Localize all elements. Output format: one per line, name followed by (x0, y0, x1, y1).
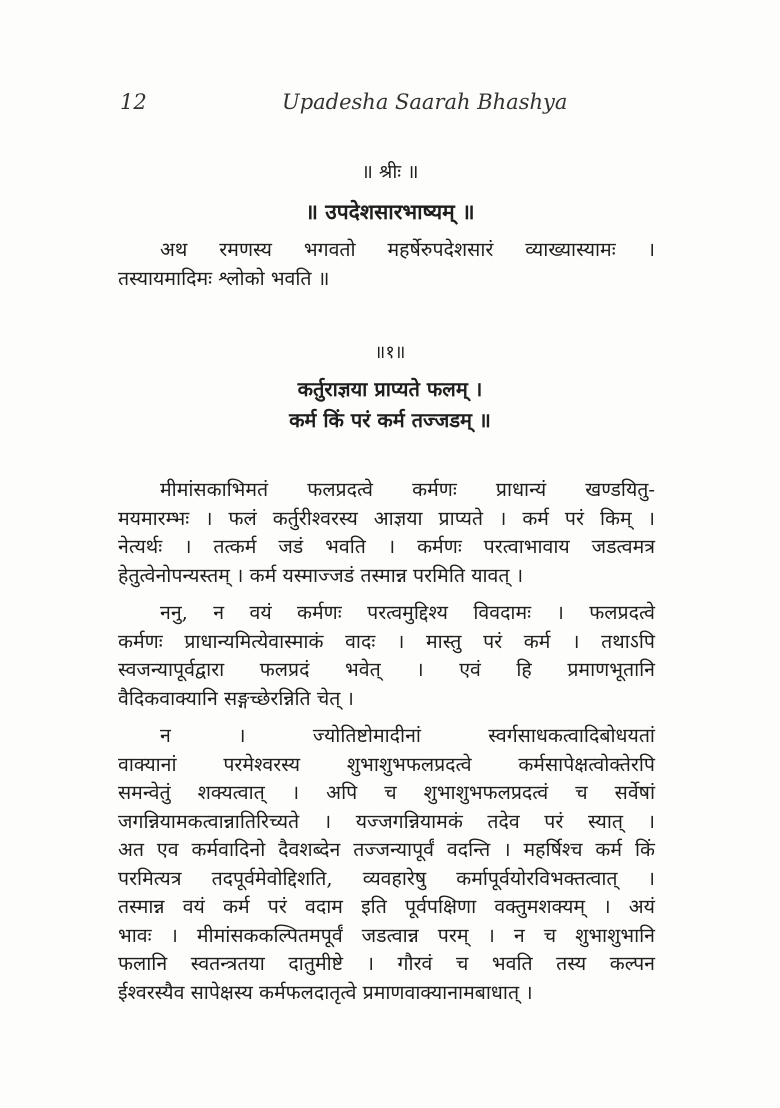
text-line: अथ रमणस्य भगवतो महर्षेरुपदेशसारं व्याख्यास्यामः । (160, 238, 655, 261)
text-line: न । ज्योतिष्टोमादीनां स्वर्गसाधकत्वादिबोधयतां (160, 724, 655, 747)
verse (0, 374, 780, 436)
paragraph-3 (118, 722, 655, 1007)
verse-line: कर्तुराज्ञया प्राप्यते फलम् । (297, 377, 483, 401)
paragraph-2 (118, 599, 655, 713)
verse-number: ॥१॥ (374, 342, 406, 363)
text-line: जगन्नियामकत्वान्नातिरिच्यते । यज्जगन्नियामकं तदेव परं स्यात् । (118, 809, 655, 833)
text-line: स्वजन्यापूर्वद्वारा फलप्रदं भवेत् । एवं हि प्रमाणभूतानि (118, 658, 655, 681)
text-line: वाक्यानां परमेश्वरस्य शुभाशुभफलप्रदत्वे कर्मसापेक्षत्वोक्तेरपि (118, 752, 655, 776)
text-line: भावः । मीमांसककल्पितमपूर्वं जडत्वान्न परम् । न च शुभाशुभानि (118, 923, 655, 947)
text-line: मीमांसकाभिमतं फलप्रदत्वे कर्मणः प्राधान्यं खण्डयितु- (160, 478, 655, 501)
intro-paragraph (118, 236, 655, 293)
text-line: तस्यायमादिमः श्लोको भवति ॥ (118, 266, 330, 290)
text-line: नेत्यर्थः । तत्कर्म जडं भवति । कर्मणः परत्वाभावाय जडत्वमत्र (118, 535, 655, 558)
page-number: 12 (120, 90, 147, 114)
page-title: ॥ उपदेशसारभाष्यम् ॥ (305, 199, 475, 224)
text-line: हेतुत्वेनोपन्यस्तम् । कर्म यस्माज्जडं तस्मान्न परमिति यावत् । (118, 563, 524, 587)
text-line: ईश्वरस्यैव सापेक्षस्य कर्मफलदातृत्वे प्रमाणवाक्यानामबाधात् । (118, 980, 533, 1004)
text-line: अत एव कर्मवादिनो दैवशब्देन तज्जन्यापूर्वं वदन्ति । महर्षिश्च कर्म किं (118, 838, 655, 861)
text-line: वैदिकवाक्यानि सङ्गच्छेरन्निति चेत् । (118, 686, 354, 710)
verse-line: कर्म किं परं कर्म तज्जडम् ॥ (289, 408, 491, 432)
text-line: ननु, न वयं कर्मणः परत्वमुद्दिश्य विवदामः । फलप्रदत्वे (160, 601, 655, 624)
text-line: समन्वेतुं शक्यत्वात् । अपि च शुभाशुभफलप्रदत्वं च सर्वेषां (118, 781, 655, 804)
invocation: ॥ श्रीः ॥ (361, 161, 419, 183)
text-line: कर्मणः प्राधान्यमित्येवास्माकं वादः । मास्तु परं कर्म । तथाऽपि (118, 629, 655, 653)
running-title: Upadesha Saarah Bhashya (282, 90, 568, 114)
text-line: मयमारम्भः । फलं कर्तुरीश्वरस्य आज्ञया प्राप्यते । कर्म परं किम् । (118, 506, 655, 530)
paragraph-1 (118, 476, 655, 590)
text-line: तस्मान्न वयं कर्म परं वदाम इति पूर्वपक्षिणा वक्तुमशक्यम् । अयं (118, 895, 655, 918)
text-line: परमित्यत्र तदपूर्वमेवोद्दिशति, व्यवहारेषु कर्मापूर्वयोरविभक्तत्वात् । (118, 866, 655, 890)
text-line: फलानि स्वतन्त्रतया दातुमीष्टे । गौरवं च भवति तस्य कल्पन (118, 952, 655, 975)
